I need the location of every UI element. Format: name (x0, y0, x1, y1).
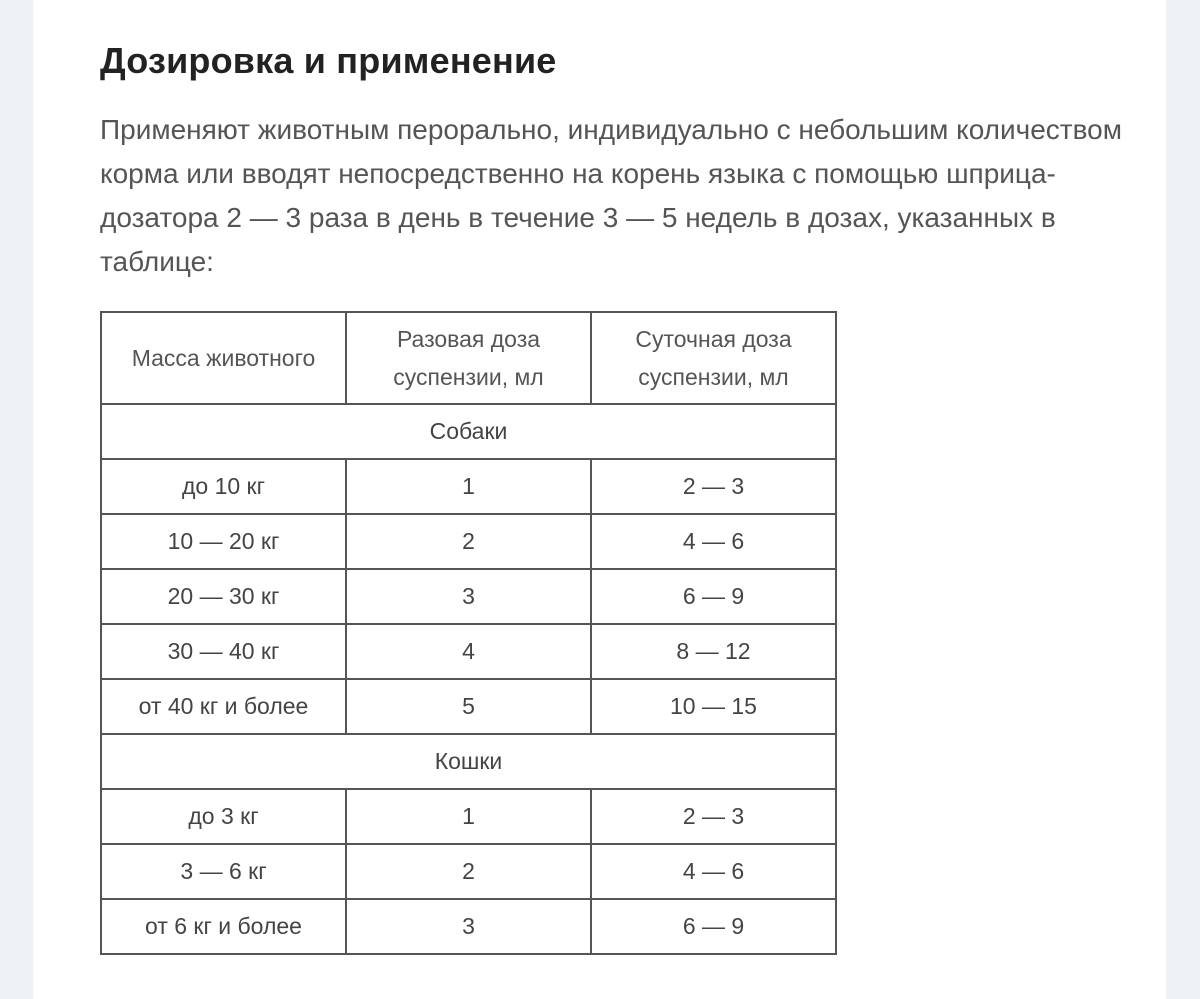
group-label-cats: Кошки (101, 734, 836, 789)
cell-single-dose: 3 (346, 899, 591, 954)
cell-mass: 30 — 40 кг (101, 624, 346, 679)
cell-daily-dose: 2 — 3 (591, 789, 836, 844)
section-title: Дозировка и применение (100, 40, 557, 81)
cell-mass: до 3 кг (101, 789, 346, 844)
content-panel (33, 0, 1166, 999)
cell-daily-dose: 6 — 9 (591, 569, 836, 624)
table-row (101, 789, 836, 844)
cell-single-dose: 4 (346, 624, 591, 679)
dosage-table-body (101, 404, 836, 954)
header-animal-mass: Масса животного (101, 312, 346, 404)
group-label-dogs: Собаки (101, 404, 836, 459)
cell-single-dose: 2 (346, 514, 591, 569)
cell-single-dose: 5 (346, 679, 591, 734)
cell-daily-dose: 2 — 3 (591, 459, 836, 514)
table-row (101, 899, 836, 954)
header-daily-dose: Суточная доза суспензии, мл (591, 312, 836, 404)
cell-daily-dose: 8 — 12 (591, 624, 836, 679)
group-row-dogs (101, 404, 836, 459)
cell-mass: 10 — 20 кг (101, 514, 346, 569)
cell-mass: до 10 кг (101, 459, 346, 514)
table-row (101, 569, 836, 624)
intro-paragraph: Применяют животным перорально, индивидуально с небольшим количеством корма или вводят непосредственно на корень языка с помощью шприца-дозатора 2 — 3 раза в день в течение 3 — 5 недель в дозах, указанных в таблице: (100, 114, 1122, 277)
cell-daily-dose: 4 — 6 (591, 844, 836, 899)
cell-daily-dose: 6 — 9 (591, 899, 836, 954)
group-row-cats (101, 734, 836, 789)
cell-mass: от 6 кг и более (101, 899, 346, 954)
table-row (101, 514, 836, 569)
cell-mass: 20 — 30 кг (101, 569, 346, 624)
header-row (101, 312, 836, 404)
table-row (101, 679, 836, 734)
table-row (101, 624, 836, 679)
header-single-dose: Разовая доза суспензии, мл (346, 312, 591, 404)
cell-mass: 3 — 6 кг (101, 844, 346, 899)
table-row (101, 844, 836, 899)
cell-daily-dose: 4 — 6 (591, 514, 836, 569)
cell-single-dose: 3 (346, 569, 591, 624)
cell-mass: от 40 кг и более (101, 679, 346, 734)
dosage-table-head (101, 312, 836, 404)
cell-single-dose: 1 (346, 789, 591, 844)
table-row (101, 459, 836, 514)
cell-single-dose: 1 (346, 459, 591, 514)
dosage-table (100, 311, 837, 955)
cell-daily-dose: 10 — 15 (591, 679, 836, 734)
cell-single-dose: 2 (346, 844, 591, 899)
